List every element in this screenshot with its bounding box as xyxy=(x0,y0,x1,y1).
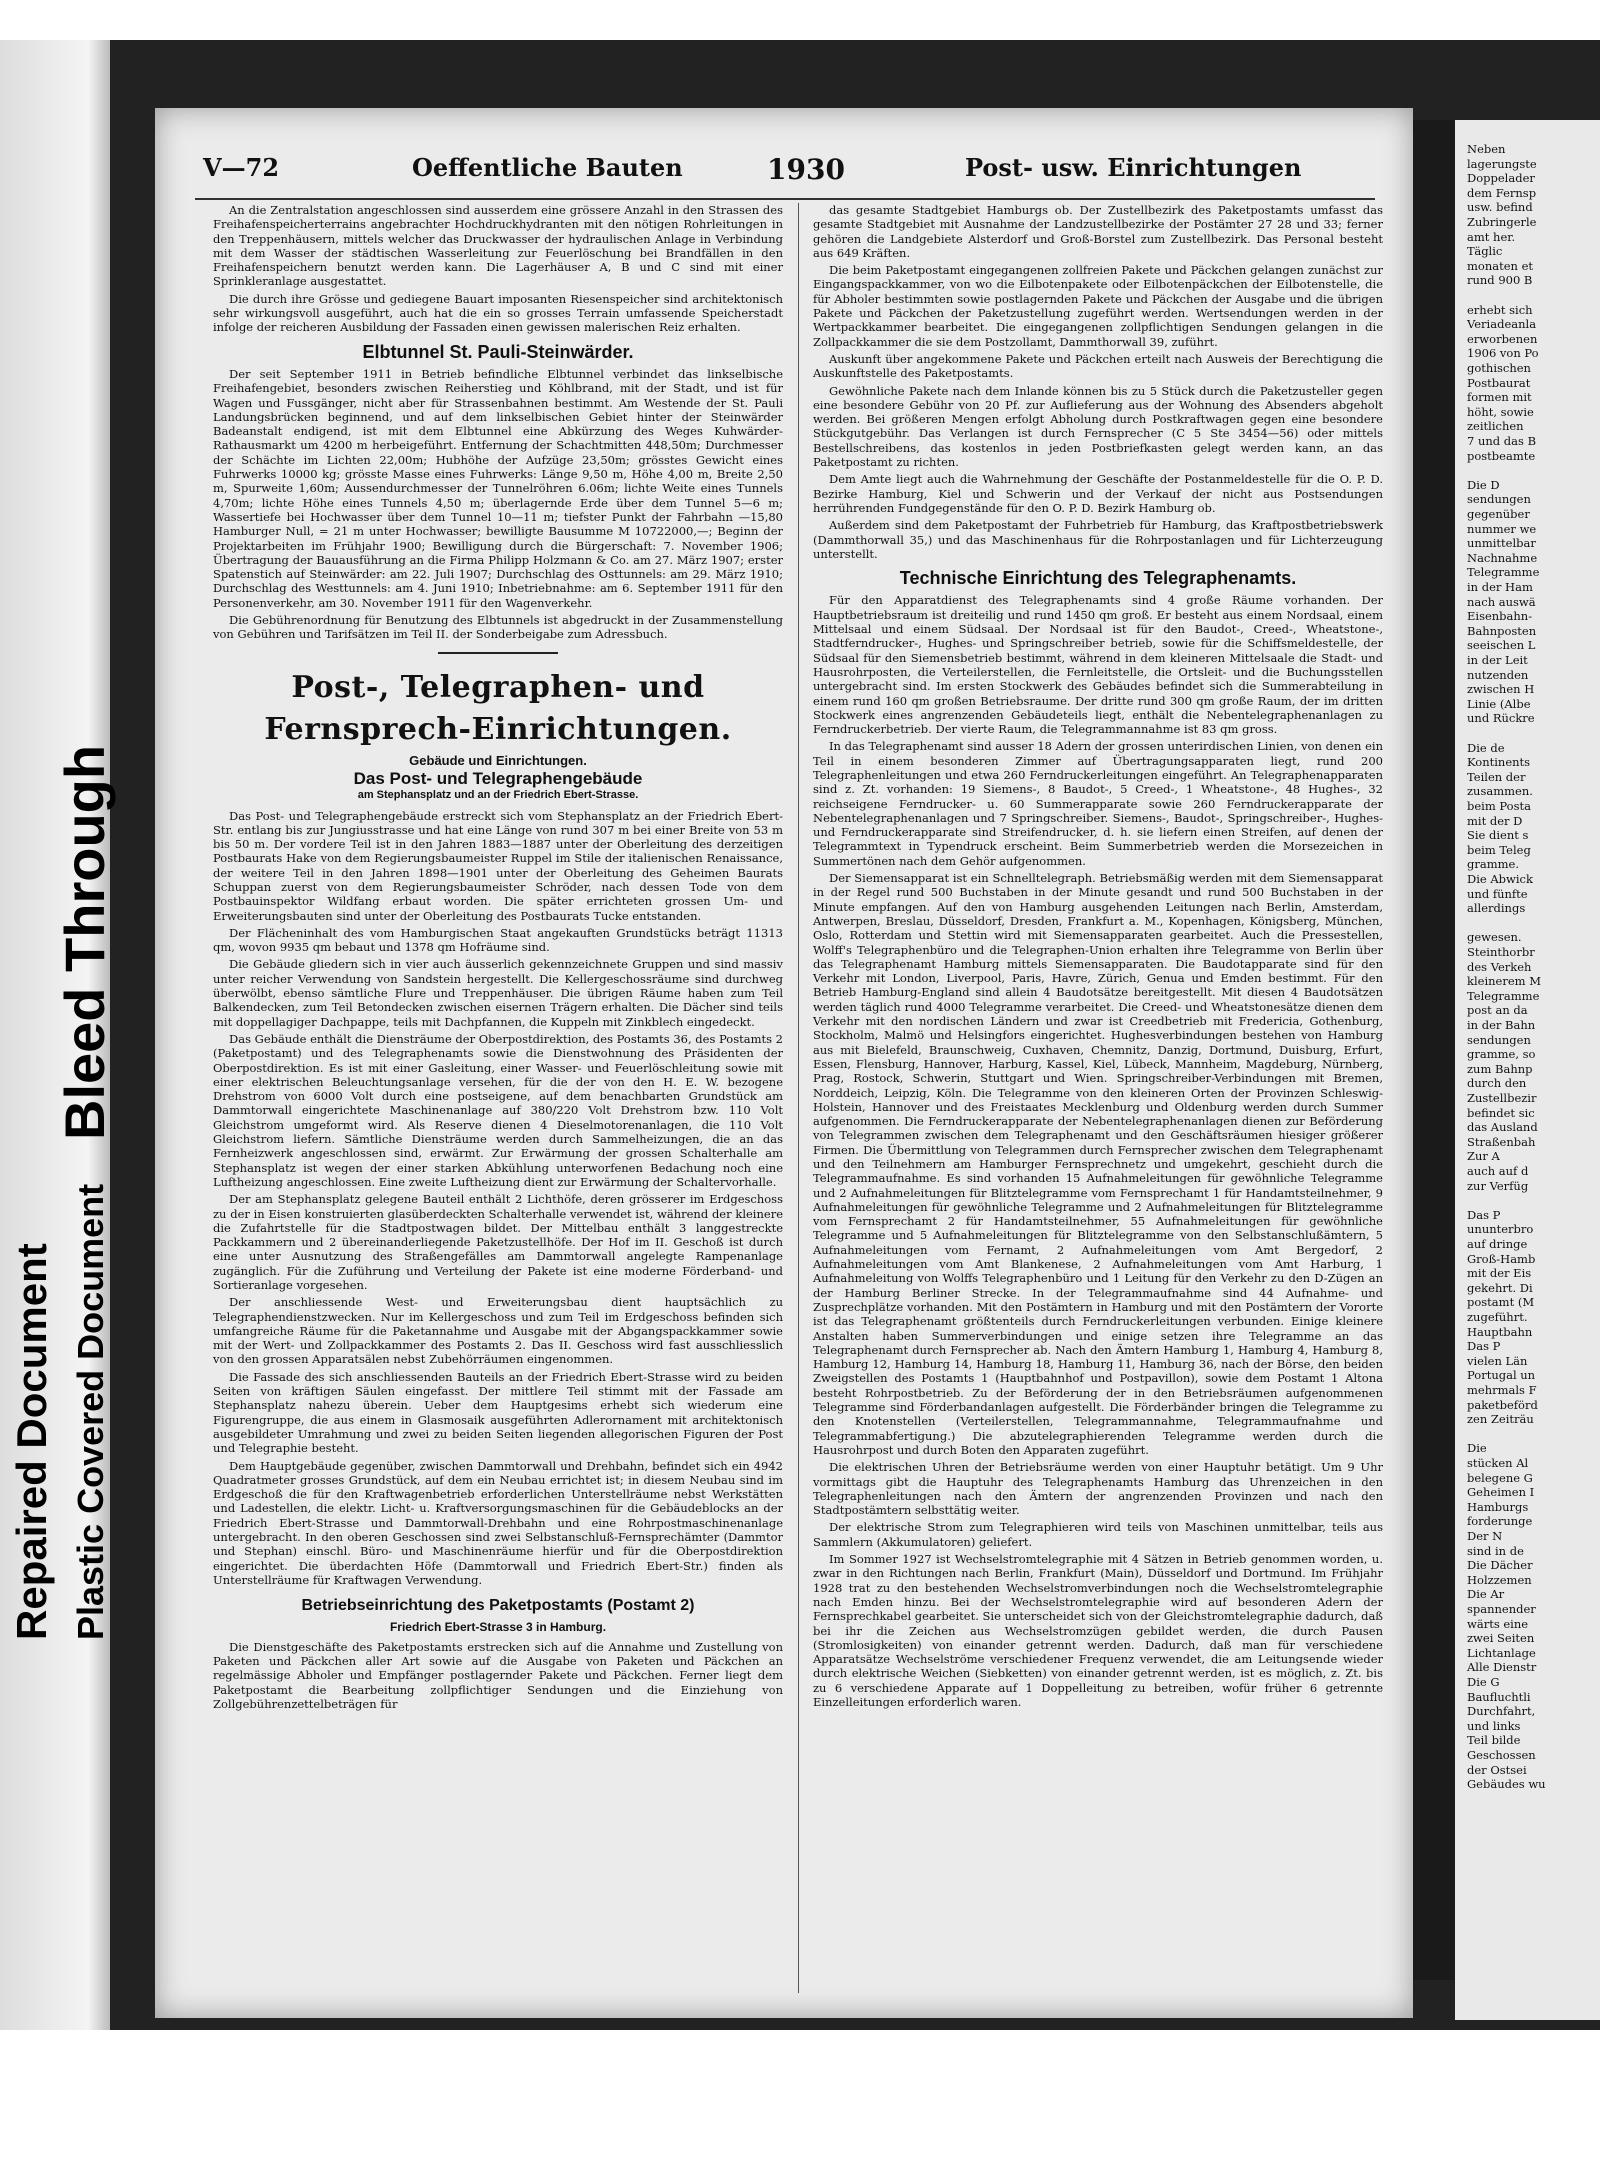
facing-page-line: mit der Eis xyxy=(1467,1266,1532,1281)
repaired-document-label: Repaired Document xyxy=(8,1243,55,1640)
paragraph: Für den Apparatdienst des Telegraphenamts sind 4 große Räume vorhanden. Der Hauptbetriebsraum ist dreiteilig und rund 1450 qm groß. Er besteht aus einem Nordsaal, einem Mittelsaal und einem Südsaal. Der Nordsaal ist für den Baudot-, Creed-, Wheatstone-, Stadtferndrucker-, Hughes- und Springschreiber betrieb, sowie für die Schiffsmeldestelle, der Südsaal für den Siemensbetrieb bestimmt, während in dem kleineren Mittelsaale die Stadt- und Hausrohrposten, die Verteilerstellen, die Fernleitstelle, die Ortsleit- und die Buchungsstellen untergebracht sind. Im ersten Stockwerk des Gebäudes befindet sich die Summerabteilung in einem rund 160 qm großen Betriebsraume. Der dritte rund 300 qm große Raum, der im dritten Stockwerk eines angrenzenden Gebäudeteils liegt, enthält die Nebentelegraphenanlagen zu Ferndruckerbetrieb. Der vierte Raum, die Telegrammannahme ist 83 qm gross. xyxy=(813,593,1383,737)
paragraph: Die durch ihre Grösse und gediegene Bauart imposanten Riesenspeicher sind architektonisch sehr wirkungsvoll ausgeführt, auch hat die ein so grosses Terrain umfassende Speicherstadt infolge der reicheren Ausbildung der Fassaden einen gewissen malerischen Reiz erhalten. xyxy=(213,291,783,335)
left-column xyxy=(213,203,783,1714)
facing-page-line: sendungen xyxy=(1467,492,1531,507)
facing-page-line: in der Leit xyxy=(1467,653,1528,667)
paragraph: Der Flächeninhalt des vom Hamburgischen Staat angekauften Grundstücks beträgt 11313 qm, wovon 9935 qm bebaut und 1378 qm Hofräume sind. xyxy=(213,925,783,955)
facing-page-line: zeitlichen xyxy=(1467,419,1524,434)
facing-page-line: Kontinents xyxy=(1467,755,1531,770)
facing-page-line: Portugal un xyxy=(1467,1368,1536,1383)
chapter-title-line-1: Post-, Telegraphen- und xyxy=(291,669,705,705)
facing-page-line: Telegramme xyxy=(1467,988,1540,1003)
column-divider xyxy=(798,203,799,1993)
paragraph: Der seit September 1911 in Betrieb befindliche Elbtunnel verbindet das linkselbische Freihafengebiet, besonders zwischen Reiherstieg und Köhlbrand, mit der Stadt, und ist für Wagen und Fussgänger, nicht aber für Strassenbahnen bestimmt. Am Westende der St. Pauli Landungsbrücken beginnend, und auf dem linkselbischen Gebiet hinter der Steinwärder Badeanstalt endigend, ist mit dem Elbtunnel eine Abkürzung des Weges Kuhwärder-Rathausmarkt um 4200 m herbeigeführt. Entfernung der Schachtmitten 448,50m; Durchmesser der Schächte im Lichten 22,00m; Hubhöhe der Aufzüge 23,50m; grösstes Gewicht eines Fuhrwerks 10000 kg; grösste Masse eines Fuhrwerks: Länge 9,50 m, Höhe 4,00 m, Breite 2,50 m, Spurweite 1,60m; Aussendurchmesser der Tunnelröhren 6.06m; lichte Weite eines Tunnels 4,70m; lichte Höhe eines Tunnels 4,50 m; überlagernde Erde über dem Tunnel 5—6 m; Wassertiefe bei Hochwasser über dem Tunnel 10—11 m; tiefster Punkt der Fahrbahn —15,80 Hamburger Null, = 21 m unter Hochwasser; bewilligte Bausumme M 10722000,—; Beginn der Projektarbeiten im Frühjahr 1900; Bewilligung durch die Bürgerschaft: 7. November 1906; Übertragung der Bauausführung an die Firma Philipp Holzmann & Co. am 27. März 1907; erster Spatenstich auf Steinwärder: am 22. Juli 1907; Durchschlag des Osttunnels: am 29. März 1910; Durchschlag des Westtunnels: am 4. Juni 1910; Inbetriebnahme: am 6. September 1911 für den Personenverkehr, am 30. November 1911 für den Wagenverkehr. xyxy=(213,366,783,610)
facing-page-line: Hamburgs xyxy=(1467,1499,1529,1514)
facing-page-line: sind in de xyxy=(1467,1543,1524,1558)
facing-page-line: Telegramme xyxy=(1467,565,1540,580)
facing-page-line: beim Teleg xyxy=(1467,842,1531,857)
facing-page-line: Die Abwick xyxy=(1467,872,1533,886)
facing-page-line: durch den xyxy=(1467,1076,1527,1091)
paragraph: Die Dienstgeschäfte des Paketpostamts erstrecken sich auf die Annahme und Zustellung von Paketen und Päckchen aller Art sowie auf die Ausgabe von Paketen und Päckchen an regelmässige Abholer und Empfänger postlagernder Pakete und Päckchen. Ferner liegt dem Paketpostamt die Bearbeitung zollpflichtiger Sendungen und die Einziehung von Zollgebührenzettelbeträgen für xyxy=(213,1639,783,1712)
facing-page-line: Steinthorbr xyxy=(1467,945,1535,959)
facing-page-line: wärts eine xyxy=(1467,1616,1529,1631)
facing-page-line: allerdings xyxy=(1467,901,1526,916)
section-heading-telegraph: Technische Einrichtung des Telegraphenamts. xyxy=(899,568,1297,589)
facing-page-line: mit der D xyxy=(1467,813,1523,828)
page-number: V—72 xyxy=(203,153,280,182)
section-heading-elbtunnel: Elbtunnel St. Pauli-Steinwärder. xyxy=(362,341,634,362)
paragraph: Die beim Paketpostamt eingegangenen zollfreien Pakete und Päckchen gelangen zunächst zur Eingangspackkammer, von wo die Eilbotenpakete oder Eilbotenpäckchen der Eilbotenstelle, die für Abholer bestimmten sowie postlagernden Pakete und Päckchen der Ausgabe und die übrigen Pakete und Päckchen der Paketzustellung zugeführt werden. Wertsendungen werden in der Wertpackkammer bearbeitet. Die eingegangenen zollpflichtigen Sendungen gelangen in die Zollpackkammer die sie dem Postzollamt, Dammthorwall 39, zuführt. xyxy=(813,263,1383,349)
facing-page-line: ununterbro xyxy=(1467,1222,1534,1237)
section-subheading: Friedrich Ebert-Strasse 3 in Hamburg. xyxy=(389,1619,607,1634)
right-running-title: Post- usw. Einrichtungen xyxy=(965,153,1302,182)
facing-page-line: Doppelader xyxy=(1467,171,1535,186)
facing-page-line: Durchfahrt, xyxy=(1467,1704,1536,1719)
facing-page-line: auf dringe xyxy=(1467,1237,1528,1251)
facing-page-line: lagerungste xyxy=(1467,156,1537,171)
facing-page-line: Die Dächer xyxy=(1467,1558,1533,1573)
facing-page-line: des Verkeh xyxy=(1467,959,1532,974)
facing-page-line: postbeamte xyxy=(1467,448,1536,463)
facing-page-line: Geschossen xyxy=(1467,1748,1536,1762)
facing-page-line: Baufluchtli xyxy=(1467,1689,1531,1704)
page-header xyxy=(155,153,1413,193)
facing-page-line: Die Ar xyxy=(1467,1587,1505,1602)
facing-page-line: monaten et xyxy=(1467,258,1534,273)
facing-page-line: zwei Seiten xyxy=(1467,1631,1535,1646)
facing-page-line: Das P xyxy=(1467,1207,1501,1222)
paragraph: Im Sommer 1927 ist Wechselstromtelegraphie mit 4 Sätzen in Betrieb genommen worden, u. zwar in den Richtungen nach Berlin, Frankfurt (Main), Düsseldorf und Dortmund. Im Frühjahr 1928 trat zu den bestehenden Wechselstromverbindungen noch die Wechselstromtelegraphie nach Emden hinzu. Bei der Wechselstromtelegraphie wird auf besonderen Adern der Fernsprechkabel gearbeitet. Sie unterscheidet sich von der Gleichstromtelegraphie dadurch, daß bei ihr die Zeichen aus Wechselstromzügen gebildet werden, die durch Pausen (Stromlosigkeiten) von einander getrennt werden. Dadurch, daß man für verschiedene Apparatsätze Wechselströme verschiedener Frequenz verwendet, die am Leitungsende wieder durch elektrische Weichen (Siebketten) von einander getrennt werden, ist es möglich, z. Zt. bis zu 6 verschiedene Apparate auf 1 Doppelleitung zu betreiben, wofür früher 6 getrennte Einzelleitungen erforderlich waren. xyxy=(813,1552,1383,1709)
paragraph: Die Gebäude gliedern sich in vier auch äusserlich gekennzeichnete Gruppen und sind massiv unter reicher Verwendung von Sandstein hergestellt. Die Kellergeschossräume sind durchweg überwölbt, ebenso sämtliche Flure und Treppenhäuser. Die übrigen Räume haben zum Teil Balkendecken, zum Teil Betondecken zwischen eisernen Trägern erhalten. Die Dächer sind teils mit doppellagiger Dachpappe, teils mit Dachpfannen, die Kuppeln mit Zinkblech eingedeckt. xyxy=(213,957,783,1029)
facing-page-line: Sie dient s xyxy=(1467,828,1529,843)
paragraph: Der elektrische Strom zum Telegraphieren wird teils von Maschinen unmittelbar, teils aus Sammlern (Akkumulatoren) geliefert. xyxy=(813,1520,1383,1549)
facing-page-line: in der Ham xyxy=(1467,580,1533,594)
facing-page-line: gewesen. xyxy=(1467,930,1522,945)
paragraph: Der am Stephansplatz gelegene Bauteil enthält 2 Lichthöfe, deren grösserer im Erdgeschoss zu der in Eisen konstruierten glasüberdeckten Schalterhalle verwendet ist, während der kleinere die Zufahrtstelle für die Stadtpostwagen bildet. Der Mittelbau enthält 3 langgestreckte Packkammern und 2 übereinanderliegende Paketzustellhöfe. Der Hof im II. Geschoß ist durch eine unter Ausnutzung des Straßengefälles am Dammtorwall angelegte Rampenanlage zugänglich. Für die Zuführung und Verteilung der Pakete ist eine moderne Förderband- und Sortieranlage vorgesehen. xyxy=(213,1192,783,1292)
facing-page-line: dem Fernsp xyxy=(1467,185,1537,200)
paragraph: Außerdem sind dem Paketpostamt der Fuhrbetrieb für Hamburg, das Kraftpostbetriebswerk (Dammthorwall 35,) und das Maschinenhaus für die Rohrpostanlagen und für Lichterzeugung unterstellt. xyxy=(813,518,1383,561)
facing-page-line: gramme, so xyxy=(1467,1047,1536,1062)
paragraph: Dem Hauptgebäude gegenüber, zwischen Dammtorwall und Drehbahn, befindet sich ein 4942 Quadratmeter grosses Grundstück, auf dem ein Neubau errichtet ist; in diesem Neubau sind im Erdgeschoß die für den Kraftwagenbetrieb erforderlichen Unterstellräume nebst Werkstätten und Ladestellen, die elektr. Licht- u. Kraftversorgungsmaschinen für die Gebäudeblocks an der Friedrich Ebert-Strasse und Dammtorwall-Drehbahn und eine Rohrpostmaschinenanlage untergebracht. In den oberen Geschossen sind zwei Selbstanschluß-Fernsprechämter (Dammtor und Stephan) einschl. Büro- und Maschinenräume hierfür und für die Oberpostdirektion eingerichtet. Die überdachten Höfe (Dammtorwall und Friedrich Ebert-Str.) finden als Unterstellräume für Kraftwagen Verwendung. xyxy=(213,1458,783,1587)
facing-page-line: Täglic xyxy=(1467,244,1503,259)
plastic-covered-label: Plastic Covered Document xyxy=(70,1183,111,1640)
facing-page-fragment xyxy=(1455,120,1600,2020)
facing-page-line: in der Bahn xyxy=(1467,1018,1536,1032)
paragraph: Die Fassade des sich anschliessenden Bauteils an der Friedrich Ebert-Strasse wird zu beiden Seiten von kräftigen Säulen eingefasst. Der mittlere Teil stimmt mit der Fassade am Stephansplatz nahezu überein. Ueber dem Hauptgesims erhebt sich wiederum eine Figurengruppe, die aus einem in Glasmosaik ausgeführten Adlerornament mit architektonisch ausgebildeter Umrahmung und zwei zu beiden Seiten liegenden allegorischen Figuren der Post und Telegraphie besteht. xyxy=(213,1369,783,1456)
facing-page-line: zen Zeiträu xyxy=(1467,1412,1534,1427)
right-column xyxy=(813,203,1383,1712)
facing-page-line: 7 und das B xyxy=(1467,434,1537,448)
facing-page-line: zusammen. xyxy=(1467,784,1533,799)
facing-page-line: Teil bilde xyxy=(1467,1733,1521,1748)
paragraph: Die Gebührenordnung für Benutzung des Elbtunnels ist abgedruckt in der Zusammenstellung von Gebühren und Tarifsätzen im Teil II. der Sonderbeigabe zum Adressbuch. xyxy=(213,613,783,642)
facing-page-line: gramme. xyxy=(1467,857,1519,872)
facing-page-line: und links xyxy=(1467,1718,1521,1733)
facing-page-line: Veriadeanla xyxy=(1467,317,1537,332)
facing-page-line: Eisenbahn- xyxy=(1467,609,1533,624)
paragraph: In das Telegraphenamt sind ausser 18 Adern der grossen unterirdischen Linien, von denen ein Teil in einem besonderen Zimmer auf Übertragungsapparaten liegt, rund 200 Telegraphenleitungen und etwa 260 Ferndruckerleitungen eingeführt. An Telegraphenapparaten sind z. Zt. vorhanden: 19 Siemens-, 8 Baudot-, 5 Creed-, 1 Wheatstone-, 48 Hughes-, 32 reichseigene Ferndrucker- u. 60 Summerapparate sowie 260 Ferndruckerapparate der Nebentelegraphenanlagen und 7 Springschreiber. Siemens-, Baudot-, Springschreiber-, Hughes- und Ferndruckerapparate sind Streifendrucker, d. h. sie liefern einen Streifen, auf denen der Telegrammtext in Typendruck erscheint. Beim Summerbetrieb werden die Morsezeichen in Summertönen nach dem Gehör aufgenommen. xyxy=(813,739,1383,868)
facing-page-line: Teilen der xyxy=(1467,769,1526,784)
chapter-title-line-2: Fernsprech-Einrichtungen. xyxy=(264,711,732,747)
facing-page-line: der Ostsei xyxy=(1467,1762,1527,1777)
facing-page-line: post an da xyxy=(1467,1003,1528,1018)
facing-page-line: sendungen xyxy=(1467,1032,1531,1047)
facing-page-line: belegene G xyxy=(1467,1470,1533,1485)
facing-page-line: unmittelbar xyxy=(1467,536,1536,551)
facing-page-line: vielen Län xyxy=(1467,1353,1528,1368)
facing-page-line: Das P xyxy=(1467,1339,1501,1354)
facing-page-line: erhebt sich xyxy=(1467,302,1533,317)
facing-page-line: Bahnposten xyxy=(1467,623,1537,638)
paragraph: Die elektrischen Uhren der Betriebsräume werden von einer Hauptuhr betätigt. Um 9 Uhr vormittags gibt die Hauptuhr des Telegraphenamts Hamburg das Uhrenzeichen in den Telegraphenleitungen nach den Ämtern der angrenzenden Provinzen und nach den Stadtpostämtern selbsttätig weiter. xyxy=(813,1460,1383,1518)
facing-page-line: amt her. xyxy=(1467,229,1516,244)
facing-page-line: zur Verfüg xyxy=(1467,1178,1529,1193)
paragraph: Das Gebäude enthält die Diensträume der Oberpostdirektion, des Postamts 36, des Postamts 2 (Paketpostamt) und des Telegraphenamts sowie die Dienstwohnung des Präsidenten der Oberpostdirektion. Es ist mit einer Gasleitung, einer Wasser- und Feuerlöschleitung sowie mit einer elektrischen Beleuchtungsanlage versehen, für die der von den H. E. W. bezogene Drehstrom von 6000 Volt durch eine postseigene, auf dem benachbarten Grundstück am Dammtorwall eingerichtete Maschinenanlage auf 380/220 Volt Drehstrom bzw. 110 Volt Gleichstrom umgeformt wird. Als Reserve dienen 4 Dieselmotorenanlagen, die 110 Volt Gleichstrom liefern. Sämtliche Diensträume werden durch Sammelheizungen, die an das Fernheizwerk angeschlossen sind, erwärmt. Zur Erwärmung der grossen Schalterhalle am Stephansplatz ist wegen der einer starken Abkühlung unterworfenen Bedachung noch eine Luftheizung angeschlossen. Eine zweite Luftheizung dient zur Erwärmung der Schaltervorhalle. xyxy=(213,1031,783,1189)
facing-page-line: gekehrt. Di xyxy=(1467,1280,1533,1295)
facing-page-line: nutzenden xyxy=(1467,667,1529,682)
paragraph: Der anschliessende West- und Erweiterungsbau dient hauptsächlich zu Telegraphendienstzwecken. Nur im Kellergeschoss und zum Teil im Erdgeschoss befinden sich umfangreiche Räume für die Paketannahme und Ausgabe mit der Abgangspackkammer sowie mit der Wert- und Zollpackkammer des Postamts 2. Das II. Geschoss wird fast ausschliesslich von den grossen Apparatsälen nebst Zubehörräumen eingenommen. xyxy=(213,1295,783,1367)
paragraph: Auskunft über angekommene Pakete und Päckchen erteilt nach Ausweis der Berechtigung die Auskunftstelle des Paketpostamts. xyxy=(813,351,1383,381)
facing-page-line: Geheimen I xyxy=(1467,1485,1535,1500)
facing-page-line: gegenüber xyxy=(1467,507,1530,521)
facing-page-line: rund 900 B xyxy=(1467,273,1533,288)
facing-page-line: erworbenen xyxy=(1467,331,1538,346)
facing-page-line: mehrmals F xyxy=(1467,1383,1537,1397)
year-heading: 1930 xyxy=(767,153,845,186)
left-running-title: Oeffentliche Bauten xyxy=(412,153,683,182)
facing-page-line: Holzzemen xyxy=(1467,1572,1532,1587)
facing-page-line: nummer we xyxy=(1467,521,1537,536)
chapter-subheading: Gebäude und Einrichtungen. xyxy=(409,752,587,768)
facing-page-line: Postbaurat xyxy=(1467,375,1531,390)
facing-page-line: und fünfte xyxy=(1467,886,1528,901)
facing-page-line: Die de xyxy=(1467,740,1505,755)
building-heading: Das Post- und Telegraphengebäude xyxy=(353,768,643,788)
bleed-through-label: Bleed Through xyxy=(53,744,116,1140)
facing-page-line: nach auswä xyxy=(1467,594,1536,609)
facing-page-line: Die xyxy=(1467,1441,1487,1456)
facing-page-line: zwischen H xyxy=(1467,682,1535,697)
facing-page-line: Zur A xyxy=(1467,1149,1500,1164)
building-subheading: am Stephansplatz und an der Friedrich Ebert-Strasse. xyxy=(357,789,639,802)
facing-page-line: Der N xyxy=(1467,1529,1503,1543)
facing-page-line: Die D xyxy=(1467,477,1500,492)
facing-page-line: Zubringerle xyxy=(1467,215,1537,229)
facing-page-line: Nachnahme xyxy=(1467,550,1538,565)
facing-page-line: Linie (Albe xyxy=(1467,696,1531,711)
facing-page-line: gothischen xyxy=(1467,361,1531,375)
facing-page-line: Groß-Hamb xyxy=(1467,1251,1536,1266)
facing-page-line: postamt (M xyxy=(1467,1295,1535,1310)
document-page xyxy=(155,108,1413,2018)
facing-page-line: paketbeförd xyxy=(1467,1397,1538,1412)
section-heading-paketpostamt: Betriebseinrichtung des Paketpostamts (Postamt 2) xyxy=(301,1597,695,1615)
facing-page-line: höht, sowie xyxy=(1467,404,1534,419)
facing-page-line: zugeführt. xyxy=(1467,1310,1528,1324)
facing-page-line: kleinerem M xyxy=(1467,974,1541,989)
paragraph: Der Siemensapparat ist ein Schnelltelegraph. Betriebsmäßig werden mit dem Siemensapparat in der Regel rund 500 Buchstaben in der Minute gesandt und rund 500 Buchstaben in der Minute empfangen. Auf den von Hamburg ausgehenden Leitungen nach Berlin, Amsterdam, Antwerpen, Breslau, Düsseldorf, Dresden, Frankfurt a. M., Kopenhagen, Königsberg, München, Oslo, Rotterdam und Stettin wird mit Siemensapparaten gearbeitet. Auch die Pressestellen, Wolff's Telegraphenbüro und die Telegraphen-Union erhalten ihre Telegramme von Berlin über das Telegraphenamt Hamburg mittels Siemensapparaten. Die Baudotapparate sind für den Verkehr mit London, Liverpool, Paris, Havre, Zürich, Genua und Emden bestimmt. Für den Betrieb Hamburg-England sind allein 4 Baudotsätze bereitgestellt. Mit diesen 4 Baudotsätzen werden täglich rund 4000 Telegramme verarbeitet. Die Creed- und Wheatstonesätze dienen dem Verkehr mit den nordischen Ländern und zwar ist Creedbetrieb mit Fredericia, Gothenburg, Stockholm, Malmö und Helsingfors eingerichtet. Hughesverbindungen bestehen von Hamburg aus mit Bielefeld, Braunschweig, Cuxhaven, Chemnitz, Danzig, Dortmund, Duisburg, Erfurt, Essen, Flensburg, Hannover, Harburg, Kassel, Kiel, Lübeck, Mannheim, Magdeburg, Nürnberg, Prag, Rostock, Schwerin, Stuttgart und Wien. Springschreiber-Verbindungen mit Bremen, Norddeich, Leipzig, Köln. Die Telegramme von den kleineren Orten der Provinzen Schleswig-Holstein, Hannover und des Freistaates Mecklenburg und Oldenburg werden durch Summer aufgenommen. Die Ferndruckerapparate der Nebentelegraphenanlagen dienen zur Beförderung von Telegrammen zwischen dem Telegraphenamt und den Geschäftsräumen hiesiger größerer Firmen. Die Übermittlung von Telegrammen durch Fernsprecher zwischen dem Telegraphenamt und den Teilnehmern am Hamburger Fernsprechnetz und umgekehrt, geschieht durch die Telegrammaufnahme. Es sind vorhanden 15 Aufnahmeleitungen für gewöhnliche Telegramme und 2 Aufnahmeleitungen für Blitztelegramme vom Fernsprechamt 1 für Handamtsteilnehmer, 9 Aufnahmeleitungen für gewöhnliche Telegramme und 2 Aufnahmeleitungen für Blitztelegramme vom Fernsprechamt 2 für Handamtsteilnehmer, 55 Aufnahmeleitungen für gewöhnliche Telegramme und 5 Aufnahmeleitungen für Blitztelegramme von den Selbstanschlußämtern, 5 Aufnahmeleitungen vom Fernamt, 2 Aufnahmeleitungen vom Amt Bergedorf, 2 Aufnahmeleitungen vom Amt Blankenese, 2 Aufnahmeleitungen vom Amt Harburg, 1 Aufnahmeleitung von Wolffs Telegraphenbüro und 1 Leitung für den Verkehr zu den D-Zügen an der Hamburg Berliner Strecke. In der Telegrammaufnahme sind 44 Aufnahme- und Zusprechplätze vorhanden. Mit den Postämtern in Hamburg und mit den Postämtern der Vororte ist das Telegraphenamt größtenteils durch Ferndruckerleitungen verbunden. Einige kleinere Anstalten haben Summerverbindungen und einige setzen ihre Telegramme an das Telegraphenamt durch Fernsprecher ab. Nach den Ämtern Hamburg 1, Hamburg 4, Hamburg 8, Hamburg 12, Hamburg 14, Hamburg 18, Hamburg 11, Hamburg 36, nach der Börse, den beiden Zweigstellen des Postamts 1 (Hauptbahnhof und Postpavillon), sowie dem Postamt 1 Altona besteht Rohrpostbetrieb. Zu der Beförderung der in den Betriebsräumen aufgenommenen Telegramme sind Förderbandanlagen aufgestellt. Die Förderbänder bringen die Telegramme zu den Knotenstellen (Verteilerstellen, Telegrammannahme, Telegrammaufnahme und Telegrammabfertigung.) Die abzutelegraphierenden Telegramme werden durch die Hausrohrpost und durch Boten den Apparaten zugeführt. xyxy=(813,871,1383,1457)
facing-page-line: spannender xyxy=(1467,1602,1536,1616)
section-divider xyxy=(438,652,558,654)
paragraph: Gewöhnliche Pakete nach dem Inlande können bis zu 5 Stück durch die Paketzusteller gegen eine besondere Gebühr von 20 Pf. zur Auflieferung aus der Wohnung des Absenders abgeholt werden. Bei größeren Mengen erfolgt Abholung durch Postkraftwagen gegen eine besondere Stückgutgebühr. Das Verlangen ist durch Fernsprecher (C 5 Ste 3454—56) oder mittels Bestellschreibens, das kostenlos in jeden Postbriefkasten gelegt werden kann, an das Paketpostamt zu richten. xyxy=(813,383,1383,470)
paragraph: An die Zentralstation angeschlossen sind ausserdem eine grössere Anzahl in den Strassen des Freihafenspeicherterrains angebrachter Hochdruckhydranten mit den nötigen Rohrleitungen in den Treppenhäusern, mittels welcher das Druckwasser der hydraulischen Anlage in Verbindung mit dem Wasser der städtischen Wasserleitung zur Feuerlöschung bei Brandfällen in den Freihafenspeichern benutzt werden kann. Die Lagerhäuser A, B und C sind mit einer Sprinkleranlage ausgestattet. xyxy=(213,203,783,289)
facing-page-line: zum Bahnp xyxy=(1467,1061,1533,1076)
facing-page-line: Gebäudes wu xyxy=(1467,1777,1546,1792)
facing-page-line: und Rückre xyxy=(1467,711,1535,726)
facing-page-line: forderunge xyxy=(1467,1514,1533,1529)
facing-page-line: befindet sic xyxy=(1467,1105,1535,1120)
facing-page-line: seeischen L xyxy=(1467,638,1536,653)
facing-page-line: formen mit xyxy=(1467,390,1532,405)
facing-page-line: Zustellbezir xyxy=(1467,1091,1537,1105)
paragraph: das gesamte Stadtgebiet Hamburgs ob. Der Zustellbezirk des Paketpostamts umfasst das gesamte Stadtgebiet mit Ausnahme der Landzustellbezirke der Postämter 27 28 und 33; ferner gehören die Landgebiete Alsterdorf und Groß-Borstel zum Zustellbezirk. Das Personal besteht aus 649 Kräften. xyxy=(813,203,1383,260)
facing-page-line: auch auf d xyxy=(1467,1164,1529,1178)
paragraph: Das Post- und Telegraphengebäude erstreckt sich vom Stephansplatz an der Friedrich Ebert-Str. entlang bis zur Jungiusstrasse und hat eine Länge von rund 307 m bei einer Breite von 53 m bis 50 m. Der vordere Teil ist in den Jahren 1883—1887 unter der Oberleitung des derzeitigen Postbaurats Hake von dem Regierungsbaumeister Ruppel im Stile der italienischen Renaissance, der weitere Teil in den Jahren 1898—1901 unter der Oberleitung des Geheimen Baurats Schuppan zuerst von dem Regierungsbaumeister Schröder, nach dessen Tode von dem Postbauinspektor Wildfang erbaut worden. Die später errichteten grossen Um- und Erweiterungsbauten sind unter der Oberleitung des Postbaurats Tucke entstanden. xyxy=(213,808,783,923)
facing-page-line: das Ausland xyxy=(1467,1120,1538,1135)
facing-page-line: Alle Dienstr xyxy=(1467,1660,1537,1675)
facing-page-line: usw. befind xyxy=(1467,200,1533,215)
header-rule xyxy=(195,198,1375,200)
facing-page-line: Lichtanlage xyxy=(1467,1645,1536,1660)
facing-page-line: Hauptbahn xyxy=(1467,1324,1533,1339)
facing-page-line: Neben xyxy=(1467,142,1506,156)
facing-page-line: stücken Al xyxy=(1467,1456,1529,1470)
facing-page-line: Die G xyxy=(1467,1675,1500,1689)
paragraph: Dem Amte liegt auch die Wahrnehmung der Geschäfte der Postanmeldestelle für die O. P. D. Bezirke Hamburg, Kiel und Schwerin und der Verkauf der nicht aus Postsendungen herrührenden Fundgegenstände für den O. P. D. Bezirk Hamburg ob. xyxy=(813,472,1383,515)
facing-page-line: beim Posta xyxy=(1467,799,1531,813)
facing-page-line: Straßenbah xyxy=(1467,1134,1536,1149)
facing-page-line: 1906 von Po xyxy=(1467,346,1539,361)
